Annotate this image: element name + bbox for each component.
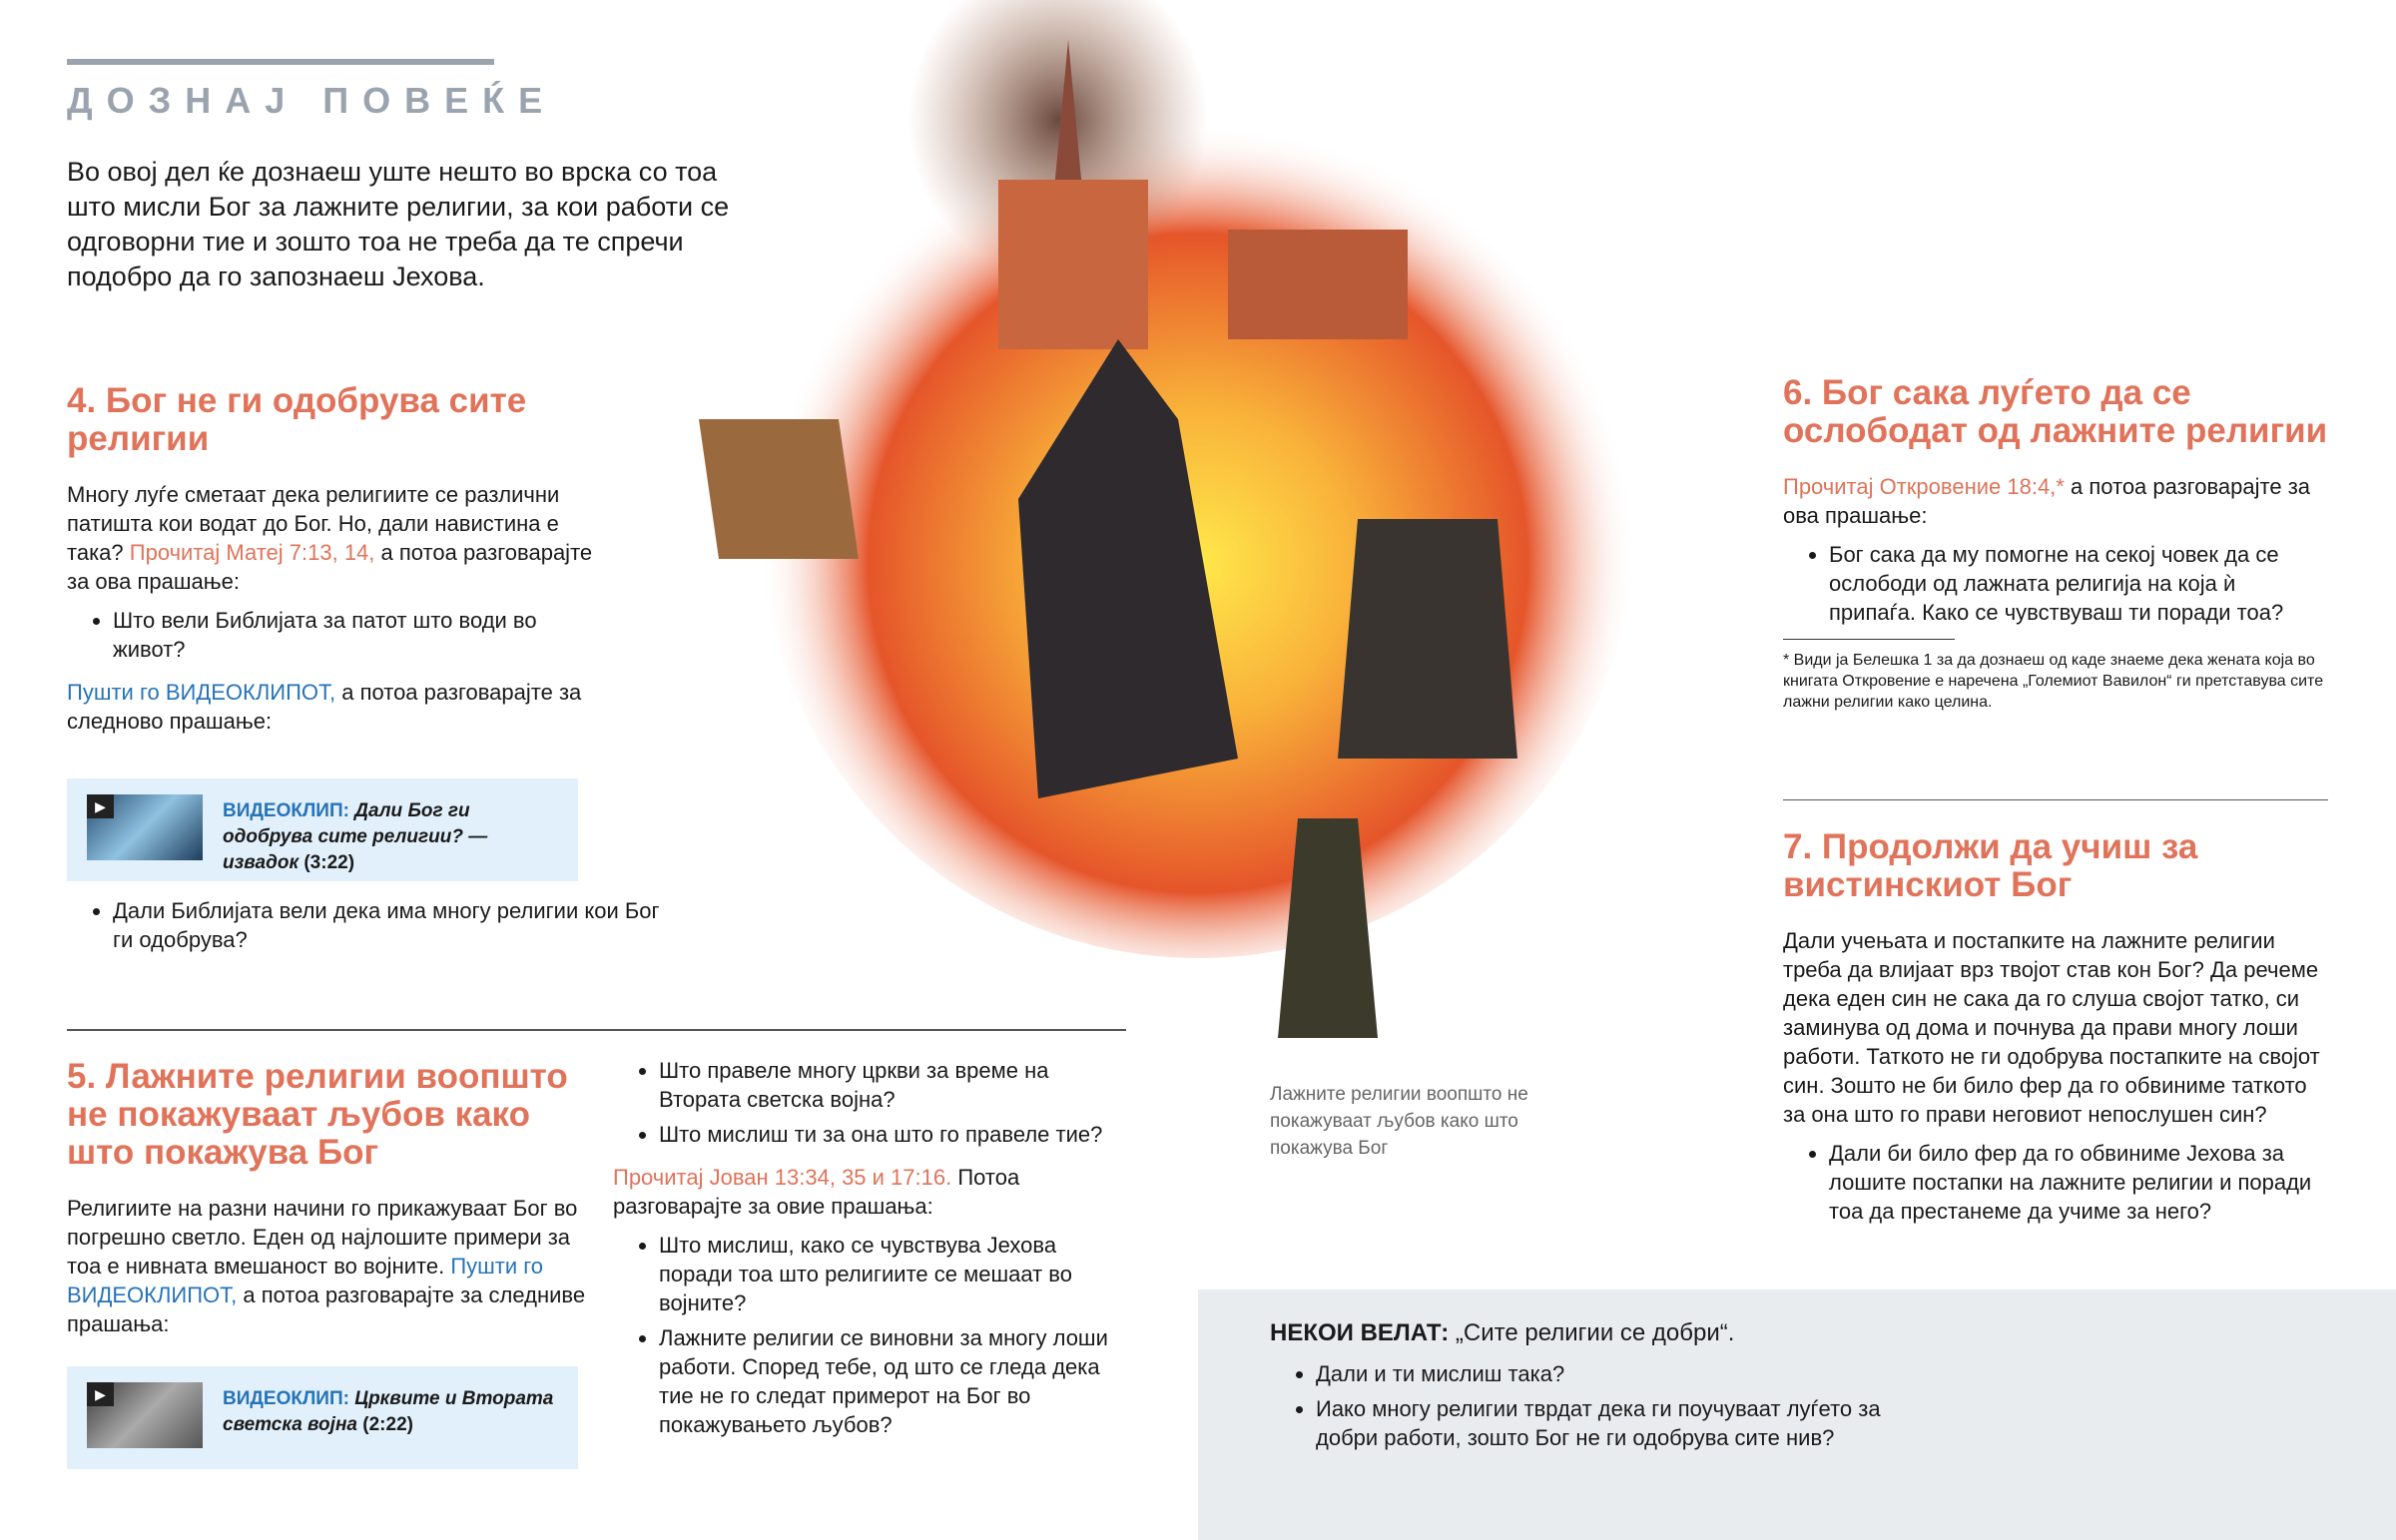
shrine (1228, 230, 1408, 339)
divider (67, 1029, 1126, 1031)
section-kicker: ДОЗНАЈ ПОВЕЌЕ (67, 80, 557, 121)
play-video-link[interactable]: Пушти го ВИДЕОКЛИПОТ, (67, 1254, 544, 1307)
question-item: • Лажните религии се виновни за многу лоши работи. Според тебе, од што се гледа дека тие не го следат примерот на Бог во покажувањето љубов? (659, 1323, 1132, 1439)
question-item: • Што мислиш ти за она што го правеле тие? (659, 1120, 1132, 1149)
question-item: • Иако многу религии тврдат дека ги поучуваат луѓето за добри работи, зошто Бог не ги одобрува сите нив? (1316, 1394, 1935, 1452)
some-say-label: НЕКОИ ВЕЛАТ: (1270, 1319, 1450, 1346)
scripture-link[interactable]: Прочитај Откровение 18:4, (1783, 474, 2057, 499)
question-item: • Дали би било фер да го обвиниме Јехова за лошите постапки на лажните религии и поради тоа да престанеме да учиме за него? (1829, 1139, 2332, 1226)
video-thumbnail[interactable] (87, 1382, 203, 1448)
some-say-box (1198, 1289, 2396, 1540)
section-7-paragraph: Дали учењата и постапките на лажните религии треба да влијаат врз твојот став кон Бог? Да речеме дека еден син не сака да го слуша својот татко, си заминува од дома и почнува да прави многу лоши работи. Таткото не ги одобрува постапките на својот син. Зошто не би било фер да го обвиниме таткото за она што го прави неговиот непослушен син? (1783, 928, 2320, 1127)
section-4 (67, 381, 593, 736)
text: Многу луѓе сметаат дека религиите се различни патишта кои водат до Бог. Но, дали навистина е така? (67, 482, 560, 565)
video-duration: (3:22) (299, 852, 355, 873)
video-card[interactable] (67, 778, 578, 881)
video-label: ВИДЕОКЛИП: (223, 1388, 349, 1409)
scripture-link[interactable]: Прочитај Јован 13:34, 35 и 17:16. (613, 1165, 952, 1190)
cathedral (998, 180, 1148, 349)
illustration-caption: Лажните религии воопшто не покажуваат љубов како што покажува Бог (1270, 1084, 1528, 1159)
video-caption (223, 1386, 562, 1438)
clergyman-figure (1338, 519, 1517, 759)
question-item: • Дали и ти мислиш така? (1316, 1359, 1935, 1388)
section-6-title: 6. Бог сака луѓето да се ослободат од лажните религии (1783, 373, 2328, 450)
section-6 (1783, 374, 2342, 713)
footnote-rule (1783, 639, 1955, 640)
section-5-scripture-prompt (613, 1163, 1132, 1221)
section-7 (1783, 828, 2332, 1240)
header-rule (67, 59, 494, 65)
scripture-link[interactable]: Прочитај Матеј 7:13, 14, (129, 540, 375, 565)
section-7-title: 7. Продолжи да учиш за вистинскиот Бог (1783, 827, 2198, 904)
video-title[interactable]: Дали Бог ги одобрува сите религии? — извадок (223, 800, 488, 873)
question-item: • Што правеле многу цркви за време на Втората светска војна? (659, 1056, 1132, 1114)
section-5 (67, 1058, 586, 1338)
section-6-paragraph (1783, 472, 2342, 530)
text: Потоа разговарајте за овие прашања: (613, 1165, 1020, 1219)
text: а потоа разговарајте за ова прашање: (67, 540, 593, 594)
section-4-questions (67, 896, 672, 960)
text: Религиите на разни начини го прикажуваат Бог во погрешно светло. Еден од најлошите примери за тоа е нивната вмешаност во војните. (67, 1196, 578, 1279)
section-4-paragraph (67, 480, 606, 596)
sun-glow (759, 80, 1637, 958)
some-say-line (1270, 1319, 1734, 1347)
play-icon[interactable]: ▶ (87, 1382, 114, 1406)
play-icon[interactable]: ▶ (87, 794, 114, 818)
video-title[interactable]: Црквите и Втората светска војна (223, 1388, 554, 1435)
illustration-religion-war (639, 0, 1737, 1058)
video-duration: (2:22) (357, 1414, 413, 1435)
footnote-marker[interactable]: * (2056, 474, 2065, 499)
play-video-link[interactable]: Пушти го ВИДЕОКЛИПОТ, (67, 680, 336, 705)
section-4-video-prompt (67, 678, 606, 736)
section-4-title: 4. Бог не ги одобрува сите религии (67, 381, 527, 458)
section-5-right-column (613, 1056, 1132, 1453)
footnote: * Види ја Белешка 1 за да дознаеш од каде знаеме дека жената која во книгата Откровение е наречена „Големиот Вавилон“ ги претставува сите лажни религии како целина. (1783, 652, 2324, 711)
question-item: • Дали Библијата вели дека има многу религии кои Бог ги одобрува? (113, 896, 672, 954)
text: а потоа разговарајте за ова прашање: (1783, 474, 2311, 528)
soldier-figure (699, 419, 859, 559)
question-item: • Бог сака да му помогне на секој човек да се ослободи од лажната религија на која ѝ припаѓа. Како се чувствуваш ти поради тоа? (1829, 540, 2328, 627)
section-5-paragraph (67, 1194, 606, 1338)
text: а потоа разговарајте за следниве прашања: (67, 1283, 586, 1336)
video-label: ВИДЕОКЛИП: (223, 800, 349, 821)
text: а потоа разговарајте за следново прашање: (67, 680, 582, 734)
video-thumbnail[interactable] (87, 794, 203, 860)
section-5-title: 5. Лажните религии воопшто не покажуваат љубов како што покажува Бог (67, 1057, 568, 1172)
divider (1783, 799, 2328, 800)
video-caption (223, 798, 562, 876)
some-say-questions (1270, 1359, 1935, 1458)
question-item: • Што мислиш, како се чувствува Јехова поради тоа што религиите се мешаат во војните? (659, 1231, 1132, 1317)
question-item: • Што вели Библијата за патот што води во живот? (113, 606, 552, 664)
some-say-quote: „Сите религии се добри“. (1449, 1319, 1735, 1346)
intro-text: Во овој дел ќе дознаеш уште нешто во врска со тоа што мисли Бог за лажните религии, за кои работи се одговорни тие и зошто тоа не треба да те спречи подобро да го запознаеш Јехова. (67, 157, 730, 291)
video-card[interactable] (67, 1366, 578, 1469)
